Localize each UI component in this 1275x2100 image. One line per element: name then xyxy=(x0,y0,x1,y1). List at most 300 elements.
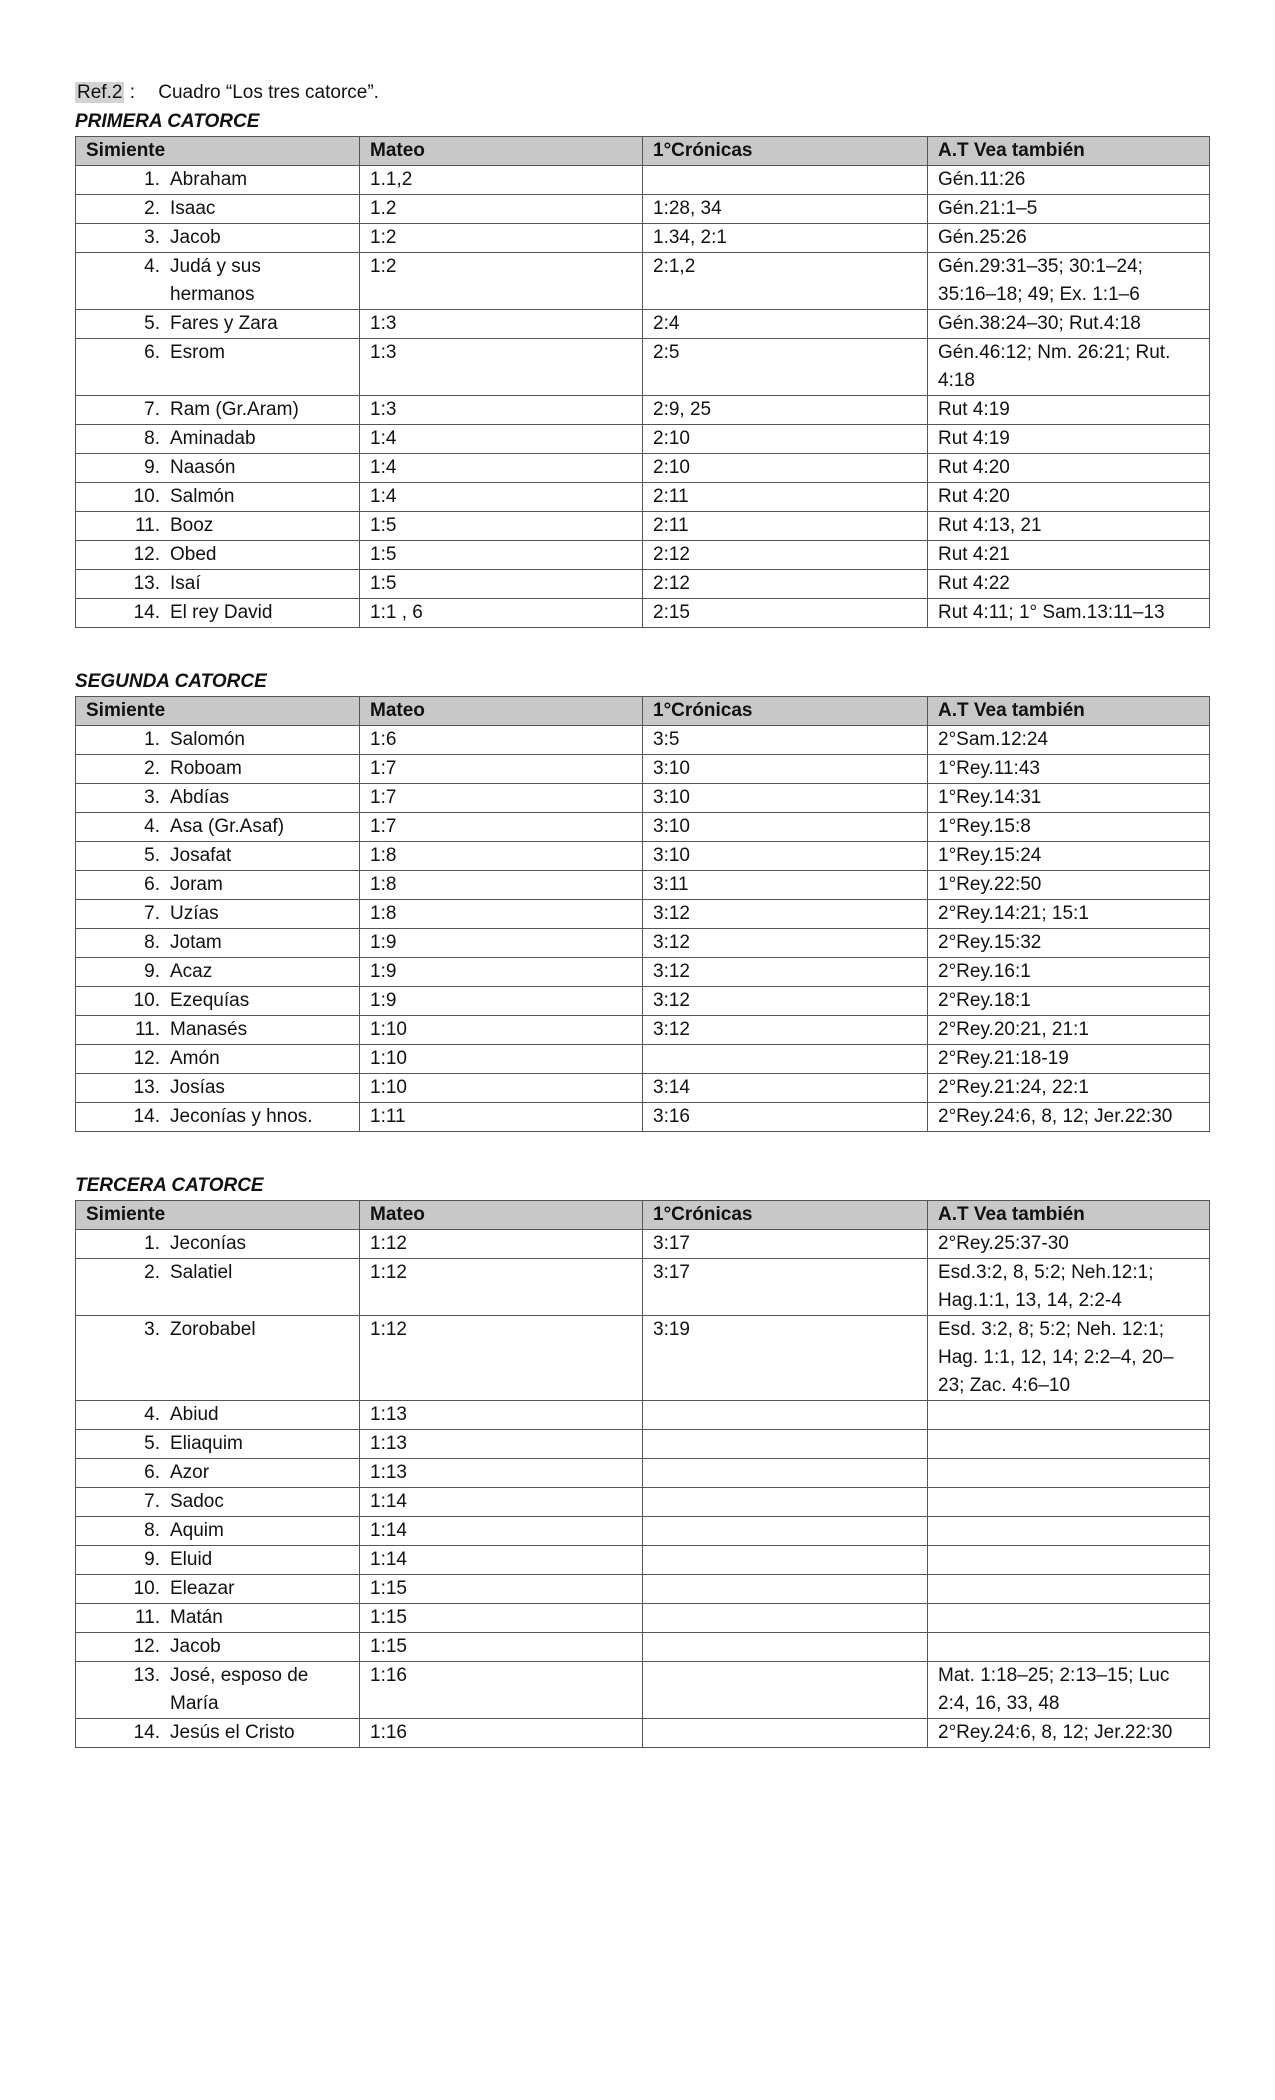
cronicas-cell xyxy=(643,166,928,195)
at-reference-cell xyxy=(928,1488,1210,1517)
row-number: 7. xyxy=(144,399,160,420)
table-row xyxy=(76,958,1210,987)
mateo-cell: 1:14 xyxy=(360,1546,643,1575)
row-number: 1. xyxy=(144,729,160,750)
table-header-row xyxy=(76,137,1210,166)
at-reference-cell xyxy=(928,1633,1210,1662)
cronicas-cell: 3:10 xyxy=(643,813,928,842)
table-row xyxy=(76,339,1210,396)
header-mateo: Mateo xyxy=(360,697,643,726)
table-row xyxy=(76,1103,1210,1132)
mateo-cell: 1:15 xyxy=(360,1604,643,1633)
table-row xyxy=(76,842,1210,871)
mateo-cell: 1:11 xyxy=(360,1103,643,1132)
cronicas-cell: 2:12 xyxy=(643,541,928,570)
simiente-cell xyxy=(76,483,360,512)
at-reference-cell: 2°Rey.15:32 xyxy=(928,929,1210,958)
person-name: Aminadab xyxy=(170,428,256,449)
person-name: Amón xyxy=(170,1048,220,1069)
at-reference-cell xyxy=(928,1604,1210,1633)
row-number: 11. xyxy=(134,515,160,536)
section-title: TERCERA CATORCE xyxy=(75,1175,264,1196)
table-row xyxy=(76,1662,1210,1719)
table-header-row xyxy=(76,1201,1210,1230)
cronicas-cell xyxy=(643,1430,928,1459)
cronicas-cell xyxy=(643,1488,928,1517)
mateo-cell: 1:4 xyxy=(360,454,643,483)
at-reference-cell: Gén.46:12; Nm. 26:21; Rut. 4:18 xyxy=(928,339,1210,396)
cronicas-cell: 3:5 xyxy=(643,726,928,755)
cronicas-cell: 2:10 xyxy=(643,425,928,454)
simiente-cell xyxy=(76,958,360,987)
person-name: Judá y sus hermanos xyxy=(170,256,261,305)
person-name: Matán xyxy=(170,1607,223,1628)
at-reference-cell: Rut 4:20 xyxy=(928,483,1210,512)
table-row xyxy=(76,900,1210,929)
section-title: SEGUNDA CATORCE xyxy=(75,671,267,692)
at-reference-cell xyxy=(928,1575,1210,1604)
row-number: 12. xyxy=(133,1048,160,1069)
at-reference-cell: 1°Rey.14:31 xyxy=(928,784,1210,813)
simiente-cell xyxy=(76,1103,360,1132)
simiente-cell xyxy=(76,541,360,570)
at-reference-cell: Gén.38:24–30; Rut.4:18 xyxy=(928,310,1210,339)
at-reference-cell: 2°Rey.18:1 xyxy=(928,987,1210,1016)
table-row xyxy=(76,1604,1210,1633)
row-number: 12. xyxy=(133,1636,160,1657)
at-reference-cell: Mat. 1:18–25; 2:13–15; Luc 2:4, 16, 33, 48 xyxy=(928,1662,1210,1719)
at-reference-cell: 2°Rey.14:21; 15:1 xyxy=(928,900,1210,929)
simiente-cell xyxy=(76,1546,360,1575)
person-name: Isaac xyxy=(170,198,216,219)
table-row xyxy=(76,253,1210,310)
person-name: Salmón xyxy=(170,486,235,507)
header-cronicas: 1°Crónicas xyxy=(643,697,928,726)
simiente-cell xyxy=(76,1045,360,1074)
table-row xyxy=(76,483,1210,512)
table-row xyxy=(76,813,1210,842)
row-number: 6. xyxy=(144,874,160,895)
simiente-cell xyxy=(76,1662,360,1719)
row-number: 3. xyxy=(144,227,160,248)
header-at: A.T Vea también xyxy=(928,697,1210,726)
person-name: Eliaquim xyxy=(170,1433,243,1454)
cronicas-cell: 2:12 xyxy=(643,570,928,599)
simiente-cell xyxy=(76,1575,360,1604)
person-name: Josías xyxy=(170,1077,225,1098)
cronicas-cell xyxy=(643,1546,928,1575)
at-reference-cell: 1°Rey.11:43 xyxy=(928,755,1210,784)
simiente-cell xyxy=(76,987,360,1016)
person-name: Jeconías y hnos. xyxy=(170,1106,313,1127)
at-reference-cell: Rut 4:11; 1° Sam.13:11–13 xyxy=(928,599,1210,628)
simiente-cell xyxy=(76,1259,360,1316)
header-at: A.T Vea también xyxy=(928,1201,1210,1230)
table-row xyxy=(76,1575,1210,1604)
row-number: 3. xyxy=(144,1319,160,1340)
table-row xyxy=(76,1517,1210,1546)
cronicas-cell xyxy=(643,1459,928,1488)
cronicas-cell: 1.34, 2:1 xyxy=(643,224,928,253)
person-name: Abiud xyxy=(170,1404,219,1425)
simiente-cell xyxy=(76,339,360,396)
mateo-cell: 1:13 xyxy=(360,1430,643,1459)
person-name: Booz xyxy=(170,515,214,536)
row-number: 11. xyxy=(134,1607,160,1628)
at-reference-cell: 2°Rey.24:6, 8, 12; Jer.22:30 xyxy=(928,1719,1210,1748)
simiente-cell xyxy=(76,871,360,900)
mateo-cell: 1:5 xyxy=(360,541,643,570)
header-simiente: Simiente xyxy=(76,1201,360,1230)
person-name: Jeconías xyxy=(170,1233,247,1254)
mateo-cell: 1:13 xyxy=(360,1401,643,1430)
genealogy-table xyxy=(75,696,1210,1132)
mateo-cell: 1:8 xyxy=(360,871,643,900)
table-row xyxy=(76,1546,1210,1575)
row-number: 4. xyxy=(144,256,160,277)
mateo-cell: 1:14 xyxy=(360,1488,643,1517)
table-row xyxy=(76,195,1210,224)
table-row xyxy=(76,1316,1210,1401)
cronicas-cell: 2:10 xyxy=(643,454,928,483)
cronicas-cell: 3:16 xyxy=(643,1103,928,1132)
mateo-cell: 1:16 xyxy=(360,1662,643,1719)
table-row xyxy=(76,512,1210,541)
at-reference-cell: 2°Rey.16:1 xyxy=(928,958,1210,987)
simiente-cell xyxy=(76,166,360,195)
mateo-cell: 1:8 xyxy=(360,842,643,871)
simiente-cell xyxy=(76,195,360,224)
cronicas-cell xyxy=(643,1401,928,1430)
at-reference-cell: Rut 4:20 xyxy=(928,454,1210,483)
cronicas-cell: 3:11 xyxy=(643,871,928,900)
cronicas-cell xyxy=(643,1633,928,1662)
at-reference-cell: 2°Rey.25:37-30 xyxy=(928,1230,1210,1259)
simiente-cell xyxy=(76,726,360,755)
person-name: Fares y Zara xyxy=(170,313,278,334)
table-row xyxy=(76,1045,1210,1074)
row-number: 13. xyxy=(133,1665,160,1686)
mateo-cell: 1:6 xyxy=(360,726,643,755)
at-reference-cell: Gén.29:31–35; 30:1–24; 35:16–18; 49; Ex. 1:1–6 xyxy=(928,253,1210,310)
person-name: Jacob xyxy=(170,227,221,248)
simiente-cell xyxy=(76,784,360,813)
simiente-cell xyxy=(76,1488,360,1517)
section-spacer xyxy=(75,1132,1209,1172)
person-name: Salatiel xyxy=(170,1262,233,1283)
mateo-cell: 1:3 xyxy=(360,339,643,396)
at-reference-cell: 1°Rey.15:24 xyxy=(928,842,1210,871)
row-number: 2. xyxy=(144,1262,160,1283)
at-reference-cell: 2°Rey.21:24, 22:1 xyxy=(928,1074,1210,1103)
mateo-cell: 1:3 xyxy=(360,310,643,339)
row-number: 4. xyxy=(144,816,160,837)
at-reference-cell: Rut 4:13, 21 xyxy=(928,512,1210,541)
header-simiente: Simiente xyxy=(76,697,360,726)
row-number: 6. xyxy=(144,342,160,363)
section-spacer xyxy=(75,628,1209,668)
cronicas-cell: 3:12 xyxy=(643,958,928,987)
person-name: José, esposo de María xyxy=(170,1665,309,1714)
header-mateo: Mateo xyxy=(360,137,643,166)
reference-separator: : xyxy=(129,82,135,103)
document-title: Cuadro “Los tres catorce”. xyxy=(158,82,379,103)
row-number: 1. xyxy=(144,169,160,190)
cronicas-cell: 3:14 xyxy=(643,1074,928,1103)
person-name: Obed xyxy=(170,544,217,565)
cronicas-cell xyxy=(643,1517,928,1546)
at-reference-cell: Gén.21:1–5 xyxy=(928,195,1210,224)
at-reference-cell xyxy=(928,1517,1210,1546)
document-page xyxy=(75,78,1209,1748)
person-name: Salomón xyxy=(170,729,245,750)
cronicas-cell xyxy=(643,1045,928,1074)
header-cronicas: 1°Crónicas xyxy=(643,1201,928,1230)
table-row xyxy=(76,310,1210,339)
mateo-cell: 1:10 xyxy=(360,1016,643,1045)
mateo-cell: 1:4 xyxy=(360,425,643,454)
mateo-cell: 1:9 xyxy=(360,987,643,1016)
simiente-cell xyxy=(76,1401,360,1430)
header-mateo: Mateo xyxy=(360,1201,643,1230)
mateo-cell: 1:2 xyxy=(360,224,643,253)
row-number: 7. xyxy=(144,1491,160,1512)
person-name: Abdías xyxy=(170,787,230,808)
cronicas-cell: 2:4 xyxy=(643,310,928,339)
table-row xyxy=(76,541,1210,570)
table-row xyxy=(76,871,1210,900)
row-number: 5. xyxy=(144,1433,160,1454)
row-number: 9. xyxy=(144,961,160,982)
cronicas-cell: 2:11 xyxy=(643,512,928,541)
row-number: 3. xyxy=(144,787,160,808)
row-number: 11. xyxy=(134,1019,160,1040)
at-reference-cell: Esd. 3:2, 8; 5:2; Neh. 12:1; Hag. 1:1, 12, 14; 2:2–4, 20–23; Zac. 4:6–10 xyxy=(928,1316,1210,1401)
simiente-cell xyxy=(76,842,360,871)
table-row xyxy=(76,1016,1210,1045)
row-number: 5. xyxy=(144,313,160,334)
section-title: PRIMERA CATORCE xyxy=(75,111,260,132)
mateo-cell: 1:9 xyxy=(360,929,643,958)
header-simiente: Simiente xyxy=(76,137,360,166)
table-row xyxy=(76,784,1210,813)
mateo-cell: 1:16 xyxy=(360,1719,643,1748)
table-row xyxy=(76,1459,1210,1488)
simiente-cell xyxy=(76,813,360,842)
simiente-cell xyxy=(76,1074,360,1103)
mateo-cell: 1:10 xyxy=(360,1074,643,1103)
table-row xyxy=(76,454,1210,483)
table-row xyxy=(76,1401,1210,1430)
table-row xyxy=(76,1230,1210,1259)
cronicas-cell: 3:12 xyxy=(643,929,928,958)
row-number: 13. xyxy=(133,1077,160,1098)
at-reference-cell: Rut 4:22 xyxy=(928,570,1210,599)
mateo-cell: 1:2 xyxy=(360,253,643,310)
table-row xyxy=(76,166,1210,195)
row-number: 7. xyxy=(144,903,160,924)
simiente-cell xyxy=(76,512,360,541)
table-header-row xyxy=(76,697,1210,726)
table-row xyxy=(76,929,1210,958)
person-name: Sadoc xyxy=(170,1491,224,1512)
simiente-cell xyxy=(76,570,360,599)
cronicas-cell: 1:28, 34 xyxy=(643,195,928,224)
header-cronicas: 1°Crónicas xyxy=(643,137,928,166)
table-row xyxy=(76,1074,1210,1103)
table-row xyxy=(76,570,1210,599)
cronicas-cell: 2:5 xyxy=(643,339,928,396)
table-row xyxy=(76,1633,1210,1662)
sections-container xyxy=(75,108,1209,1748)
row-number: 14. xyxy=(133,1106,160,1127)
simiente-cell xyxy=(76,1316,360,1401)
header-at: A.T Vea también xyxy=(928,137,1210,166)
simiente-cell xyxy=(76,454,360,483)
cronicas-cell: 2:9, 25 xyxy=(643,396,928,425)
row-number: 2. xyxy=(144,198,160,219)
cronicas-cell: 3:12 xyxy=(643,987,928,1016)
mateo-cell: 1:7 xyxy=(360,813,643,842)
mateo-cell: 1:10 xyxy=(360,1045,643,1074)
table-row xyxy=(76,1259,1210,1316)
mateo-cell: 1:7 xyxy=(360,784,643,813)
simiente-cell xyxy=(76,1016,360,1045)
simiente-cell xyxy=(76,396,360,425)
mateo-cell: 1:9 xyxy=(360,958,643,987)
person-name: Joram xyxy=(170,874,223,895)
simiente-cell xyxy=(76,900,360,929)
simiente-cell xyxy=(76,599,360,628)
row-number: 13. xyxy=(133,573,160,594)
person-name: Jotam xyxy=(170,932,222,953)
table-row xyxy=(76,224,1210,253)
at-reference-cell: Rut 4:21 xyxy=(928,541,1210,570)
at-reference-cell: 2°Rey.24:6, 8, 12; Jer.22:30 xyxy=(928,1103,1210,1132)
reference-line xyxy=(75,78,1209,108)
cronicas-cell: 3:12 xyxy=(643,1016,928,1045)
mateo-cell: 1.2 xyxy=(360,195,643,224)
row-number: 10. xyxy=(133,1578,160,1599)
person-name: Aquim xyxy=(170,1520,224,1541)
mateo-cell: 1:14 xyxy=(360,1517,643,1546)
simiente-cell xyxy=(76,1459,360,1488)
cronicas-cell xyxy=(643,1662,928,1719)
mateo-cell: 1:13 xyxy=(360,1459,643,1488)
simiente-cell xyxy=(76,1230,360,1259)
table-row xyxy=(76,755,1210,784)
cronicas-cell: 2:15 xyxy=(643,599,928,628)
cronicas-cell: 3:17 xyxy=(643,1259,928,1316)
table-row xyxy=(76,396,1210,425)
simiente-cell xyxy=(76,310,360,339)
person-name: Uzías xyxy=(170,903,219,924)
at-reference-cell: Gén.25:26 xyxy=(928,224,1210,253)
simiente-cell xyxy=(76,425,360,454)
row-number: 10. xyxy=(133,990,160,1011)
person-name: Naasón xyxy=(170,457,236,478)
at-reference-cell: 2°Rey.20:21, 21:1 xyxy=(928,1016,1210,1045)
mateo-cell: 1:15 xyxy=(360,1633,643,1662)
mateo-cell: 1:12 xyxy=(360,1316,643,1401)
person-name: Roboam xyxy=(170,758,242,779)
row-number: 9. xyxy=(144,1549,160,1570)
simiente-cell xyxy=(76,929,360,958)
person-name: Abraham xyxy=(170,169,248,190)
at-reference-cell xyxy=(928,1430,1210,1459)
person-name: Acaz xyxy=(170,961,213,982)
row-number: 9. xyxy=(144,457,160,478)
person-name: Asa (Gr.Asaf) xyxy=(170,816,285,837)
row-number: 8. xyxy=(144,1520,160,1541)
person-name: Zorobabel xyxy=(170,1319,256,1340)
at-reference-cell: 2°Sam.12:24 xyxy=(928,726,1210,755)
simiente-cell xyxy=(76,1719,360,1748)
reference-tag: Ref.2 xyxy=(77,82,123,103)
row-number: 5. xyxy=(144,845,160,866)
cronicas-cell xyxy=(643,1719,928,1748)
table-row xyxy=(76,987,1210,1016)
person-name: El rey David xyxy=(170,602,273,623)
row-number: 1. xyxy=(144,1233,160,1254)
cronicas-cell: 2:1,2 xyxy=(643,253,928,310)
person-name: Esrom xyxy=(170,342,225,363)
table-row xyxy=(76,599,1210,628)
table-row xyxy=(76,726,1210,755)
at-reference-cell: Esd.3:2, 8, 5:2; Neh.12:1; Hag.1:1, 13, 14, 2:2-4 xyxy=(928,1259,1210,1316)
mateo-cell: 1:8 xyxy=(360,900,643,929)
cronicas-cell: 2:11 xyxy=(643,483,928,512)
cronicas-cell: 3:12 xyxy=(643,900,928,929)
person-name: Josafat xyxy=(170,845,232,866)
mateo-cell: 1:4 xyxy=(360,483,643,512)
person-name: Ezequías xyxy=(170,990,250,1011)
at-reference-cell: Rut 4:19 xyxy=(928,396,1210,425)
cronicas-cell: 3:19 xyxy=(643,1316,928,1401)
table-row xyxy=(76,1430,1210,1459)
table-row xyxy=(76,425,1210,454)
mateo-cell: 1:3 xyxy=(360,396,643,425)
mateo-cell: 1:12 xyxy=(360,1259,643,1316)
mateo-cell: 1:15 xyxy=(360,1575,643,1604)
simiente-cell xyxy=(76,1517,360,1546)
at-reference-cell: Gén.11:26 xyxy=(928,166,1210,195)
simiente-cell xyxy=(76,755,360,784)
at-reference-cell: 1°Rey.22:50 xyxy=(928,871,1210,900)
mateo-cell: 1:5 xyxy=(360,570,643,599)
table-row xyxy=(76,1719,1210,1748)
at-reference-cell: 2°Rey.21:18-19 xyxy=(928,1045,1210,1074)
genealogy-table xyxy=(75,136,1210,628)
cronicas-cell xyxy=(643,1604,928,1633)
person-name: Manasés xyxy=(170,1019,248,1040)
simiente-cell xyxy=(76,1604,360,1633)
simiente-cell xyxy=(76,224,360,253)
cronicas-cell xyxy=(643,1575,928,1604)
cronicas-cell: 3:10 xyxy=(643,755,928,784)
person-name: Jesús el Cristo xyxy=(170,1722,295,1743)
mateo-cell: 1:7 xyxy=(360,755,643,784)
person-name: Eluid xyxy=(170,1549,213,1570)
simiente-cell xyxy=(76,1430,360,1459)
row-number: 14. xyxy=(133,1722,160,1743)
person-name: Eleazar xyxy=(170,1578,235,1599)
row-number: 2. xyxy=(144,758,160,779)
mateo-cell: 1:12 xyxy=(360,1230,643,1259)
row-number: 4. xyxy=(144,1404,160,1425)
row-number: 14. xyxy=(133,602,160,623)
at-reference-cell: Rut 4:19 xyxy=(928,425,1210,454)
